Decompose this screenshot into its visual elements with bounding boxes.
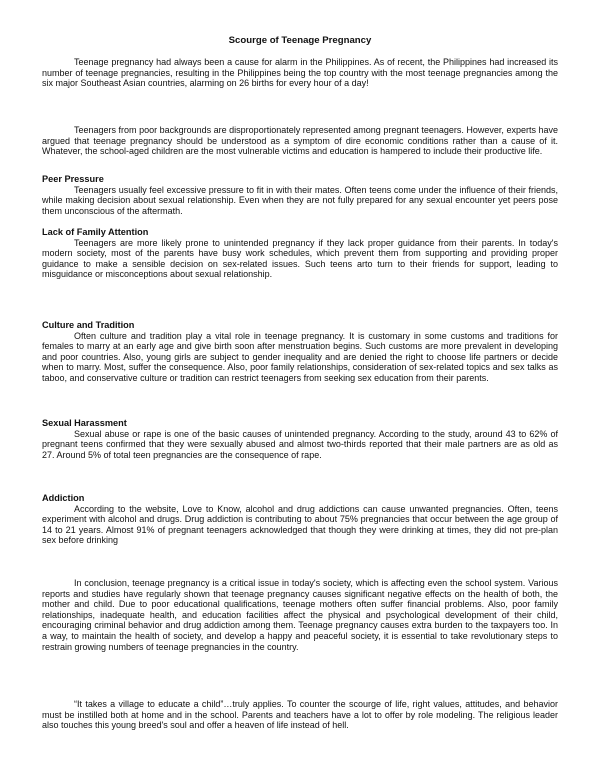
section-addiction (42, 493, 558, 546)
section-body: Teenagers usually feel excessive pressure to fit in with their mates. Often teens come under the influence of their friends, while making decision about sexual relationship. Even when they are not fully prepared for any sexual encounter yet peers pose them unconscious of the aftermath. (42, 184, 558, 216)
section-body: Teenagers are more likely prone to unintended pregnancy if they lack proper guidance from their parents. In today's modern society, most of the parents have busy work schedules, which prevent them from supporting and providing proper guidance to make a sensible decision on sex-related issues. Such teens arto turn to their friends for support, leading to misguidance or misconceptions about sexual relationship. (42, 237, 558, 280)
section-culture-and-tradition (42, 320, 558, 384)
section-heading: Addiction (42, 493, 85, 503)
section-body: Often culture and tradition play a vital role in teenage pregnancy. It is customary in some customs and traditions for females to marry at an early age and give birth soon after menstruation begins. Such customs are more prevalent in developing and poor countries. Also, young girls are subject to gender inequality and are denied the right to choose life partners or decide when to marry. Most, suffer the consequence. Also, poor family relationships, consideration of sex-related topics and sex talks as taboo, and conservative culture or tradition can restrict teenagers from seeking sex education from their parents. (42, 330, 558, 383)
section-heading: Peer Pressure (42, 174, 104, 184)
section-body: Sexual abuse or rape is one of the basic causes of unintended pregnancy. According to the study, around 43 to 62% of pregnant teens confirmed that they were sexually abused and almost two-thirds reported that their male partners are as old as 27. Around 5% of total teen pregnancies are the consequence of rape. (42, 428, 558, 460)
conclusion-paragraph-2: “It takes a village to educate a child”…truly applies. To counter the scourge of life, right values, attitudes, and behavior must be instilled both at home and in the school. Parents and teachers have a lot to offer by role modeling. The religious leader also touches this young breed's soul and offer a heaven of life instead of hell. (42, 699, 558, 731)
section-heading: Culture and Tradition (42, 320, 135, 330)
document-title: Scourge of Teenage Pregnancy (228, 35, 372, 46)
section-heading: Lack of Family Attention (42, 227, 149, 237)
intro-paragraph-2: Teenagers from poor backgrounds are disproportionately represented among pregnant teenagers. However, experts have argued that teenage pregnancy should be understood as a symptom of dire economic conditions rather than a cause of it. Whatever, the school-aged children are the most vulnerable victims and education is hampered to include their productive life. (42, 125, 558, 157)
section-sexual-harassment (42, 418, 558, 460)
conclusion-paragraph-1: In conclusion, teenage pregnancy is a critical issue in today's society, which is affecting even the school system. Various reports and studies have regularly shown that teenage pregnancy causes significant negative effects on the health of both, the mother and child. Due to poor educational qualifications, teenage mothers often suffer financial problems. Also, poor family relationships, inadequate health, and education facilities affect the physical and psychological development of their child, encouraging criminal behavior and drug addiction among them. Teenage pregnancy causes extra burden to the taxpayers too. In a way, to maintain the health of society, and develop a happy and peaceful society, it is essential to take revolutionary steps to restrain growing numbers of teenage pregnancies in the country. (42, 578, 558, 652)
section-peer-pressure (42, 174, 558, 216)
intro-paragraph-1: Teenage pregnancy had always been a cause for alarm in the Philippines. As of recent, the Philippines had increased its number of teenage pregnancies, resulting in the Philippines being the top country with the most teenage pregnancies among the six major Southeast Asian countries, alarming on 26 births for every hour of a day! (42, 57, 558, 89)
section-heading: Sexual Harassment (42, 418, 127, 428)
section-lack-of-family-attention (42, 227, 558, 280)
section-body: According to the website, Love to Know, alcohol and drug addictions can cause unwanted pregnancies. Often, teens experiment with alcohol and drugs. Drug addiction is contributing to about 75% pregnancies that occur between the age group of 14 to 21 years. Almost 91% of pregnant teenagers acknowledged that though they were drinking at times, they did not pre-plan sex before drinking (42, 503, 558, 546)
